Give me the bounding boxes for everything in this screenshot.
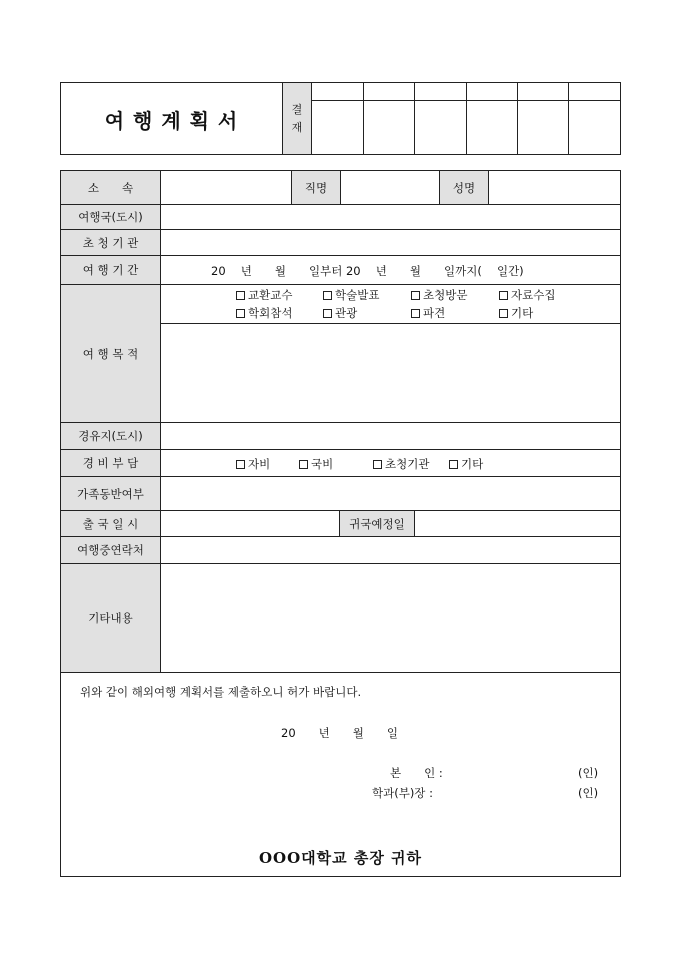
purpose-detail-field[interactable] — [161, 324, 620, 422]
approval-cell[interactable] — [467, 101, 517, 154]
row-affiliation — [61, 171, 620, 204]
checkbox-icon — [299, 460, 308, 469]
expense-label: 경 비 부 담 — [61, 450, 161, 476]
period-label: 여 행 기 간 — [61, 256, 161, 284]
return-date-field[interactable] — [415, 511, 620, 536]
approval-cell[interactable] — [569, 101, 620, 154]
checkbox-icon — [411, 291, 420, 300]
transit-label: 경유지(도시) — [61, 423, 161, 449]
inviting-org-label: 초 청 기 관 — [61, 230, 161, 255]
country-field[interactable] — [161, 205, 620, 229]
checkbox-icon — [323, 309, 332, 318]
header-box — [60, 82, 621, 155]
purpose-option-exchange[interactable]: 교환교수 — [236, 287, 292, 303]
approval-cell[interactable] — [415, 101, 466, 154]
return-date-label: 귀국예정일 — [339, 511, 415, 536]
signer-seal[interactable]: (인) — [578, 766, 599, 780]
expense-option-other[interactable]: 기타 — [449, 456, 483, 472]
family-field[interactable] — [161, 477, 620, 510]
checkbox-icon — [499, 309, 508, 318]
purpose-option-research[interactable]: 자료수집 — [499, 287, 555, 303]
checkbox-icon — [236, 460, 245, 469]
dept-head-label: 학과(부)장 : — [372, 786, 433, 800]
approval-label-line2: 재 — [291, 120, 303, 134]
submission-statement: 위와 같이 해외여행 계획서를 제출하오니 허가 바랍니다. — [80, 685, 362, 699]
purpose-option-conference[interactable]: 학회참석 — [236, 305, 292, 321]
addressee: OOO대학교 총장 귀하 — [258, 849, 423, 867]
signer-label: 본 인 : — [390, 766, 443, 780]
purpose-option-other[interactable]: 기타 — [499, 305, 533, 321]
transit-field[interactable] — [161, 423, 620, 449]
purpose-option-invited-visit[interactable]: 초청방문 — [411, 287, 467, 303]
affiliation-label: 소 속 — [61, 171, 161, 204]
checkbox-icon — [236, 309, 245, 318]
approval-cell[interactable] — [518, 101, 568, 154]
document-title: 여 행 계 획 서 — [104, 109, 239, 133]
purpose-label: 여 행 목 적 — [61, 285, 161, 422]
approval-label — [282, 83, 312, 154]
position-field[interactable] — [341, 171, 439, 204]
period-field[interactable]: 20 년 월 일부터 20 년 월 일까지( 일간) — [211, 264, 524, 278]
country-label: 여행국(도시) — [61, 205, 161, 229]
name-label: 성명 — [439, 171, 489, 204]
expense-option-self[interactable]: 자비 — [236, 456, 270, 472]
checkbox-icon — [373, 460, 382, 469]
position-label: 직명 — [291, 171, 341, 204]
expense-option-inviting-org[interactable]: 초청기관 — [373, 456, 429, 472]
checkbox-icon — [411, 309, 420, 318]
contact-label: 여행중연락처 — [61, 537, 161, 563]
name-field[interactable] — [489, 171, 620, 204]
submission-date[interactable]: 20 년 월 일 — [281, 726, 398, 740]
approval-label-line1: 결 — [291, 102, 303, 116]
purpose-option-presentation[interactable]: 학술발표 — [323, 287, 379, 303]
approval-cell[interactable] — [364, 101, 414, 154]
departure-field[interactable] — [161, 511, 339, 536]
approval-cell[interactable] — [312, 101, 363, 154]
checkbox-icon — [323, 291, 332, 300]
purpose-option-tourism[interactable]: 관광 — [323, 305, 357, 321]
other-label: 기타내용 — [61, 564, 161, 672]
other-field[interactable] — [161, 564, 620, 672]
dept-head-seal[interactable]: (인) — [578, 786, 599, 800]
family-label: 가족동반여부 — [61, 477, 161, 510]
checkbox-icon — [449, 460, 458, 469]
affiliation-field[interactable] — [161, 171, 291, 204]
travel-plan-form — [60, 170, 621, 877]
checkbox-icon — [236, 291, 245, 300]
inviting-org-field[interactable] — [161, 230, 620, 255]
approval-grid — [312, 83, 620, 154]
departure-label: 출 국 일 시 — [61, 511, 161, 536]
purpose-option-dispatch[interactable]: 파견 — [411, 305, 445, 321]
expense-option-national[interactable]: 국비 — [299, 456, 333, 472]
checkbox-icon — [499, 291, 508, 300]
contact-field[interactable] — [161, 537, 620, 563]
